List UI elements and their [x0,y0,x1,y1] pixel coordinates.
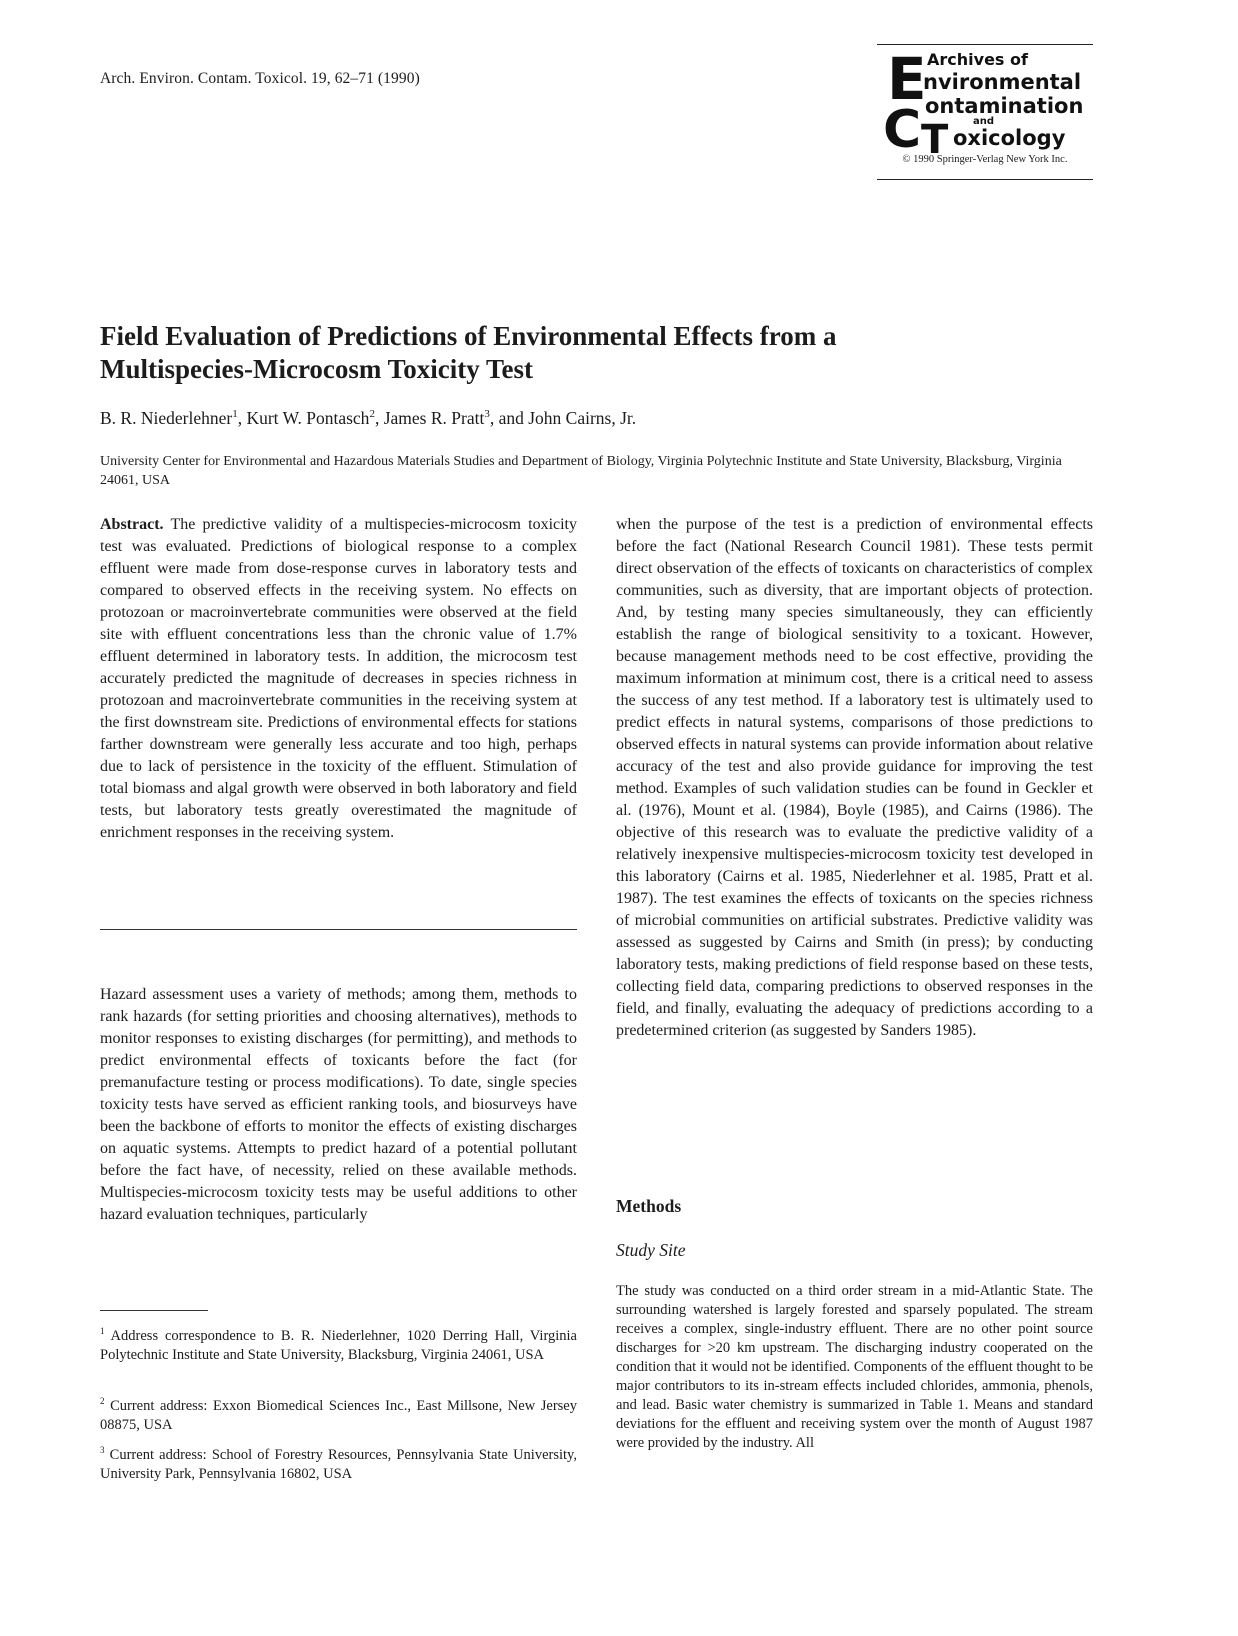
author-separator: , [237,408,247,428]
study-site-text: The study was conducted on a third order stream in a mid-Atlantic State. The surrounding watershed is largely forested and sparsely populated. The stream receives a complex, single-industry effluent. There are no other point source discharges for >20 km upstream. The discharging industry cooperated on the condition that it would not be identified. Components of the effluent thought to be major contributors to its in-stream effects included chlorides, ammonia, phenols, and lead. Basic water chemistry is summarized in Table 1. Means and standard deviations for the effluent and receiving system over the month of August 1987 were provided by the industry. All [616,1283,1093,1451]
logo-line-contamination: ontamination [925,94,1084,118]
author-name: Kurt W. Pontasch [246,408,370,428]
journal-citation: Arch. Environ. Contam. Toxicol. 19, 62–71 (1990) [100,70,420,87]
intro-text-right: when the purpose of the test is a prediction of environmental effects before the fact (National Research Council 1981). These tests permit direct observation of the effects of toxicants on characteristics of complex communities, such as diversity, that are important objects of protection. And, by testing many species simultaneously, they can efficiently establish the range of biological sensitivity to a toxicant. However, because management methods need to be cost effective, providing the maximum information at minimum cost, there is a critical need to assess the success of any test method. If a laboratory test is ultimately used to predict effects in natural systems, comparisons of those predictions to observed effects in natural systems can provide information about relative accuracy of the test and also provide guidance for improving the test method. Examples of such validation studies can be found in Geckler et al. (1976), Mount et al. (1984), Boyle (1985), and Cairns (1986). The objective of this research was to evaluate the predictive validity of a relatively inexpensive multispecies-microcosm toxicity test developed in this laboratory (Cairns et al. 1985, Niederlehner et al. 1985, Pratt et al. 1987). The test examines the effects of toxicants on the species richness of microbial communities on artificial substrates. Predictive validity was assessed as suggested by Cairns and Smith (in press); by conducting laboratory tests, making predictions of field response based on these tests, collecting field data, comparing predictions to observed responses in the field, and finally, evaluating the adequacy of predictions according to a predetermined criterion (as suggested by Sanders 1985). [616,516,1093,1039]
intro-text-left: Hazard assessment uses a variety of methods; among them, methods to rank hazards (for setting priorities and choosing alternatives), methods to monitor responses to existing discharges (for permitting), and methods to predict environmental effects of toxicants before the fact (for premanufacture testing or process modifications). To date, single species toxicity tests have served as efficient ranking tools, and biosurveys have been the backbone of efforts to monitor the effects of existing discharges on aquatic systems. Attempts to predict hazard of a potential pollutant before the fact have, of necessity, relied on these available methods. Multispecies-microcosm toxicity tests may be useful additions to other hazard evaluation techniques, particularly [100,986,577,1223]
abstract [100,514,577,844]
author-affil-mark: 2 [369,408,375,421]
logo-bottom-rule [877,179,1093,180]
logo-line-toxicology: oxicology [953,126,1066,150]
subsection-heading-study-site: Study Site [616,1240,686,1260]
logo-line-environmental: nvironmental [923,70,1082,94]
footnote-number: 2 [100,1396,105,1406]
author-separator: , and [489,408,529,428]
author-name: John Cairns, Jr. [528,408,637,428]
author-affil-mark: 3 [484,408,490,421]
article-title: Field Evaluation of Predictions of Environmental Effects from a Multispecies-Microcosm Toxicity Test [100,321,837,384]
footnote-2 [100,1392,577,1436]
footnote-number: 3 [100,1445,105,1455]
affiliation: University Center for Environmental and Hazardous Materials Studies and Department of Biology, Virginia Polytechnic Institute and State University, Blacksburg, Virginia 24061, USA [100,454,1062,488]
intro-paragraph-left [100,984,577,1226]
author-separator: , [374,408,384,428]
author-affil-mark: 1 [232,408,238,421]
author-name: B. R. Niederlehner [100,408,233,428]
footnote-text: Address correspondence to B. R. Niederlehner, 1020 Derring Hall, Virginia Polytechnic Institute and State University, Blacksburg, Virginia 24061, USA [100,1327,577,1364]
logo-letter-t: T [921,117,949,163]
author-list [100,408,636,429]
copyright-notice: © 1990 Springer-Verlag New York Inc. [902,154,1068,165]
abstract-label: Abstract. [100,516,164,533]
author-name: James R. Pratt [383,408,485,428]
logo-letter-c: C [883,100,922,160]
footnote-number: 1 [100,1326,105,1336]
footnote-3 [100,1441,577,1485]
logo-letter-e: E [887,45,927,113]
footnote-1 [100,1322,577,1366]
footnote-text: Current address: Exxon Biomedical Sciences Inc., East Millsone, New Jersey 08875, USA [100,1397,577,1434]
intro-paragraph-right [616,514,1093,1042]
journal-logo [877,44,1093,180]
footnote-text: Current address: School of Forestry Resources, Pennsylvania State University, University Park, Pennsylvania 16802, USA [100,1446,577,1483]
abstract-divider [100,929,577,930]
footnote-rule [100,1310,208,1311]
section-heading-methods: Methods [616,1196,682,1216]
logo-line-and: and [973,116,995,127]
abstract-text: The predictive validity of a multispecies-microcosm toxicity test was evaluated. Predictions of biological response to a complex effluent were made from dose-response curves in laboratory tests and compared to observed effects in the receiving system. No effects on protozoan or macroinvertebrate communities were observed at the field site with effluent concentrations less than the chronic value of 1.7% effluent determined in laboratory tests. In addition, the microcosm test accurately predicted the magnitude of decreases in species richness in protozoan and macroinvertebrate communities in the receiving system at the first downstream site. Predictions of environmental effects for stations farther downstream were generally less accurate and too high, perhaps due to lack of persistence in the toxicity of the effluent. Stimulation of total biomass and algal growth were observed in both laboratory and field tests, but laboratory tests greatly overestimated the magnitude of enrichment responses in the receiving system. [100,516,577,841]
logo-line-archives: Archives of [927,50,1028,69]
